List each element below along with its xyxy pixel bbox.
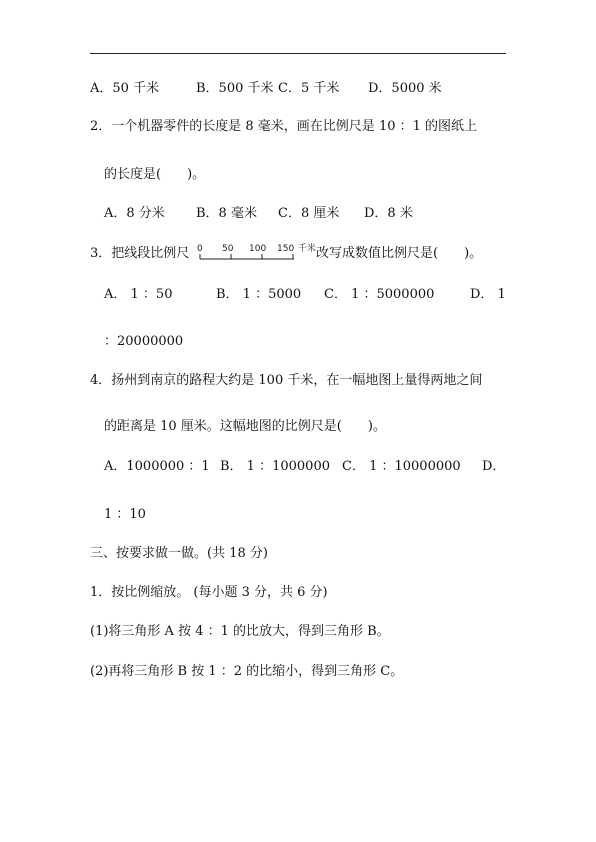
q1-option-c: C．5 千米 <box>278 81 340 96</box>
section-3-sub-1: (1)将三角形 A 按 4 ：1 的比放大，得到三角形 B。 <box>90 624 390 639</box>
q2-text-line1: 2．一个机器零件的长度是 8 毫米，画在比例尺是 10 ：1 的图纸上 <box>90 119 478 134</box>
q2-option-a: A．8 分米 <box>104 206 165 221</box>
q4-option-d: D． <box>482 459 506 474</box>
scale-tick-label-0: 0 <box>197 244 203 254</box>
scale-tick-label-100: 100 <box>249 244 267 254</box>
q4-option-c: C． 1 ：10000000 <box>342 459 461 474</box>
q4-option-a: A．1000000 ：1 <box>104 459 210 474</box>
q2-option-d: D．8 米 <box>364 206 413 221</box>
scale-tick-label-50: 50 <box>222 244 234 254</box>
q3-text-prefix: 3．把线段比例尺 <box>90 246 190 261</box>
q4-option-b: B． 1 ：1000000 <box>220 459 330 474</box>
q1-option-a: A．50 千米 <box>90 81 160 96</box>
scale-tick-label-150: 150 <box>277 244 295 254</box>
q4-text-line2: 的距离是 10 厘米。这幅地图的比例尺是( )。 <box>104 419 386 434</box>
header-rule <box>90 53 506 54</box>
q3-option-a: A． 1 ：50 <box>104 287 173 302</box>
q3-option-c: C． 1 ：5000000 <box>324 287 435 302</box>
q3-option-b: B． 1 ：5000 <box>216 287 302 302</box>
q1-option-d: D．5000 米 <box>368 81 442 96</box>
section-3-sub-2: (2)再将三角形 B 按 1 ：2 的比缩小，得到三角形 C。 <box>90 664 404 679</box>
q1-option-b: B．500 千米 <box>196 81 274 96</box>
scale-unit-label: 千米 <box>298 244 317 254</box>
q3-option-d: D． 1 <box>470 287 506 302</box>
q2-option-c: C．8 厘米 <box>278 206 340 221</box>
q2-option-b: B．8 毫米 <box>196 206 257 221</box>
q2-text-line2: 的长度是( )。 <box>104 167 206 182</box>
section-3-title: 三、按要求做一做。(共 18 分) <box>90 546 268 561</box>
q4-text-line1: 4．扬州到南京的路程大约是 100 千米，在一幅地图上量得两地之间 <box>90 373 483 388</box>
q3-option-d-continued: ：20000000 <box>104 334 184 349</box>
q4-option-d-continued: 1 ：10 <box>104 507 146 522</box>
section-3-item-1: 1．按比例缩放。 (每小题 3 分，共 6 分) <box>90 585 328 600</box>
q3-text-suffix: 改写成数值比例尺是( )。 <box>316 246 483 261</box>
